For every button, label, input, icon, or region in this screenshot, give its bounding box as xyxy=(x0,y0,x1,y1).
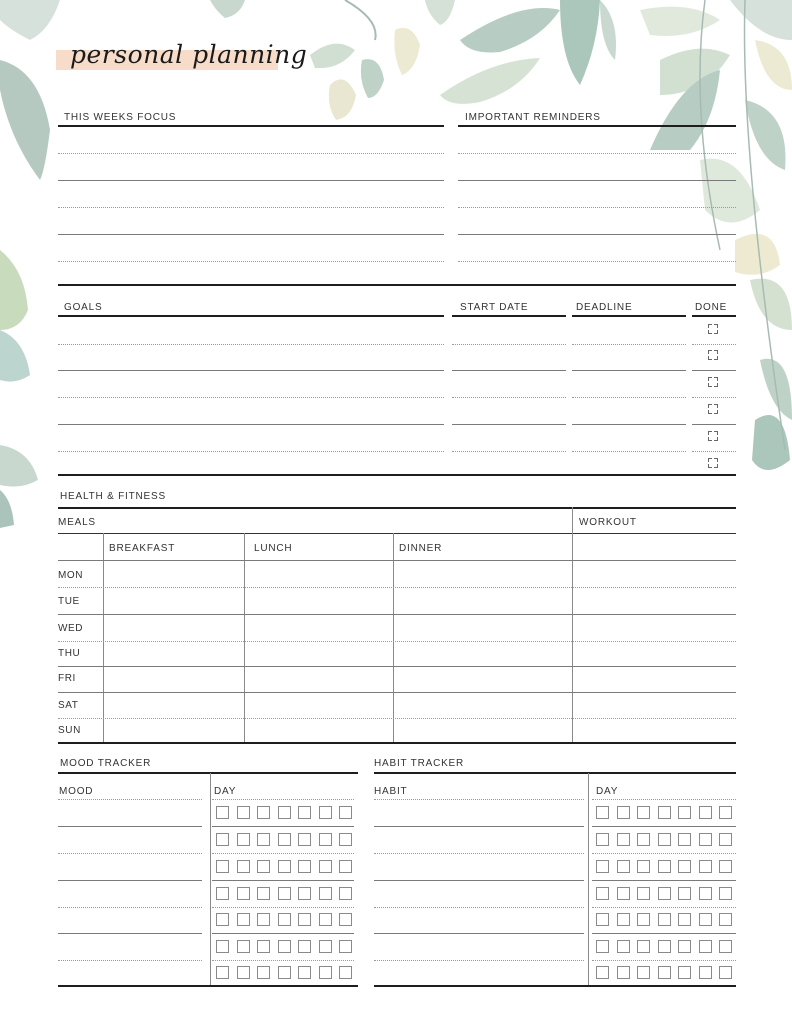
reminder-line[interactable] xyxy=(458,153,736,154)
habit-day-checkbox[interactable] xyxy=(637,966,650,979)
meals-heading: MEALS xyxy=(58,517,96,528)
habit-day-checkbox[interactable] xyxy=(719,833,732,846)
habit-day-checkbox[interactable] xyxy=(658,887,671,900)
habit-rule-bottom xyxy=(374,985,736,987)
habit-day-line xyxy=(592,880,736,881)
done-checkbox[interactable] xyxy=(708,404,718,414)
habit-day-checkbox[interactable] xyxy=(596,940,609,953)
mood-rule-top xyxy=(58,772,358,774)
done-rule-top xyxy=(692,315,736,317)
mood-day-checkbox[interactable] xyxy=(298,806,311,819)
mood-day-checkbox[interactable] xyxy=(339,966,352,979)
mood-day-checkbox[interactable] xyxy=(298,913,311,926)
deadline-line[interactable] xyxy=(572,344,686,345)
mood-day-checkbox[interactable] xyxy=(257,966,270,979)
focus-heading: THIS WEEKS FOCUS xyxy=(64,112,177,123)
habit-day-checkbox[interactable] xyxy=(678,833,691,846)
mood-day-checkbox[interactable] xyxy=(216,940,229,953)
habit-line[interactable] xyxy=(374,880,584,881)
health-heading: HEALTH & FITNESS xyxy=(60,491,166,502)
goals-heading: GOALS xyxy=(64,302,103,313)
day-label-mon: MON xyxy=(58,570,84,581)
deadline-line[interactable] xyxy=(572,370,686,371)
habit-day-checkbox[interactable] xyxy=(719,966,732,979)
mood-day-line xyxy=(212,907,354,908)
start-date-heading: START DATE xyxy=(460,302,529,313)
mood-day-checkbox[interactable] xyxy=(257,940,270,953)
habit-day-checkbox[interactable] xyxy=(678,913,691,926)
mood-rule-bottom xyxy=(58,985,358,987)
deadline-rule-top xyxy=(572,315,686,317)
meal-row-line xyxy=(58,718,736,719)
reminder-line[interactable] xyxy=(458,207,736,208)
goal-line[interactable] xyxy=(58,424,444,425)
habit-day-checkbox[interactable] xyxy=(617,887,630,900)
habit-tracker-heading: HABIT TRACKER xyxy=(374,758,465,769)
mood-day-checkbox[interactable] xyxy=(216,887,229,900)
habit-day-line xyxy=(592,960,736,961)
done-line xyxy=(692,451,736,452)
mood-line[interactable] xyxy=(58,799,202,800)
focus-line[interactable] xyxy=(58,153,444,154)
mood-day-line xyxy=(212,853,354,854)
lunch-heading: LUNCH xyxy=(254,543,293,554)
start-date-line[interactable] xyxy=(452,344,566,345)
habit-day-checkbox[interactable] xyxy=(596,966,609,979)
done-checkbox[interactable] xyxy=(708,350,718,360)
habit-day-checkbox[interactable] xyxy=(719,860,732,873)
mood-day-checkbox[interactable] xyxy=(278,913,291,926)
health-rule-top xyxy=(58,507,736,509)
day-label-sun: SUN xyxy=(58,725,81,736)
habit-day-checkbox[interactable] xyxy=(678,940,691,953)
habit-day-checkbox[interactable] xyxy=(719,887,732,900)
habit-day-checkbox[interactable] xyxy=(678,806,691,819)
habit-day-checkbox[interactable] xyxy=(637,860,650,873)
mood-day-checkbox[interactable] xyxy=(319,860,332,873)
habit-day-checkbox[interactable] xyxy=(678,887,691,900)
health-rule xyxy=(58,533,736,534)
done-line xyxy=(692,424,736,425)
habit-day-checkbox[interactable] xyxy=(658,833,671,846)
done-checkbox[interactable] xyxy=(708,431,718,441)
done-line xyxy=(692,370,736,371)
mood-day-checkbox[interactable] xyxy=(339,860,352,873)
habit-day-checkbox[interactable] xyxy=(699,887,712,900)
mood-day-checkbox[interactable] xyxy=(339,940,352,953)
mood-line[interactable] xyxy=(58,853,202,854)
goal-line[interactable] xyxy=(58,397,444,398)
mood-day-checkbox[interactable] xyxy=(257,887,270,900)
habit-day-checkbox[interactable] xyxy=(617,966,630,979)
page-title: personal planning xyxy=(70,40,308,69)
mood-day-checkbox[interactable] xyxy=(298,966,311,979)
mood-day-checkbox[interactable] xyxy=(319,806,332,819)
mood-line[interactable] xyxy=(58,960,202,961)
day-label-wed: WED xyxy=(58,623,84,634)
mood-day-checkbox[interactable] xyxy=(216,833,229,846)
mood-line[interactable] xyxy=(58,826,202,827)
mood-day-checkbox[interactable] xyxy=(257,806,270,819)
done-checkbox[interactable] xyxy=(708,458,718,468)
title-block xyxy=(56,40,308,86)
deadline-line[interactable] xyxy=(572,424,686,425)
mood-day-checkbox[interactable] xyxy=(278,940,291,953)
habit-day-checkbox[interactable] xyxy=(699,966,712,979)
habit-day-checkbox[interactable] xyxy=(719,940,732,953)
workout-col-divider xyxy=(572,507,573,742)
mood-day-checkbox[interactable] xyxy=(257,913,270,926)
done-heading: DONE xyxy=(695,302,728,313)
mood-day-checkbox[interactable] xyxy=(339,806,352,819)
start-date-line[interactable] xyxy=(452,424,566,425)
day-label-fri: FRI xyxy=(58,673,76,684)
reminder-line[interactable] xyxy=(458,234,736,235)
habit-day-checkbox[interactable] xyxy=(617,913,630,926)
habit-day-line xyxy=(592,907,736,908)
mood-day-checkbox[interactable] xyxy=(216,860,229,873)
habit-day-line xyxy=(592,826,736,827)
habit-line[interactable] xyxy=(374,799,584,800)
focus-line[interactable] xyxy=(58,234,444,235)
habit-line[interactable] xyxy=(374,933,584,934)
mood-day-checkbox[interactable] xyxy=(216,913,229,926)
meal-row-line xyxy=(58,587,736,588)
goal-line[interactable] xyxy=(58,451,444,452)
day-label-sat: SAT xyxy=(58,700,79,711)
mood-day-checkbox[interactable] xyxy=(237,966,250,979)
reminders-rule-top xyxy=(458,125,736,127)
habit-day-checkbox[interactable] xyxy=(719,806,732,819)
mood-tracker-heading: MOOD TRACKER xyxy=(60,758,152,769)
done-line xyxy=(692,344,736,345)
start-date-line[interactable] xyxy=(452,397,566,398)
workout-heading: WORKOUT xyxy=(579,517,637,528)
mood-day-checkbox[interactable] xyxy=(278,806,291,819)
habit-day-checkbox[interactable] xyxy=(658,806,671,819)
habit-day-checkbox[interactable] xyxy=(719,913,732,926)
habit-day-checkbox[interactable] xyxy=(699,940,712,953)
mood-day-checkbox[interactable] xyxy=(339,833,352,846)
habit-day-checkbox[interactable] xyxy=(699,860,712,873)
habit-day-checkbox[interactable] xyxy=(637,806,650,819)
habit-line[interactable] xyxy=(374,907,584,908)
start-rule-top xyxy=(452,315,566,317)
section-divider xyxy=(58,742,736,744)
meal-row-line xyxy=(58,666,736,667)
mood-day-checkbox[interactable] xyxy=(319,833,332,846)
meal-col-divider xyxy=(103,533,104,742)
dinner-heading: DINNER xyxy=(399,543,443,554)
mood-day-line xyxy=(212,799,354,800)
habit-day-checkbox[interactable] xyxy=(637,913,650,926)
mood-day-checkbox[interactable] xyxy=(339,913,352,926)
mood-day-checkbox[interactable] xyxy=(237,860,250,873)
habit-day-checkbox[interactable] xyxy=(658,966,671,979)
reminder-line[interactable] xyxy=(458,180,736,181)
reminders-heading: IMPORTANT REMINDERS xyxy=(465,112,601,123)
focus-rule-top xyxy=(58,125,444,127)
mood-day-checkbox[interactable] xyxy=(278,966,291,979)
mood-day-checkbox[interactable] xyxy=(216,966,229,979)
mood-day-line xyxy=(212,826,354,827)
mood-day-checkbox[interactable] xyxy=(237,913,250,926)
mood-col-divider xyxy=(210,773,211,985)
start-date-line[interactable] xyxy=(452,370,566,371)
habit-day-checkbox[interactable] xyxy=(596,806,609,819)
habit-line[interactable] xyxy=(374,826,584,827)
habit-day-checkbox[interactable] xyxy=(596,860,609,873)
mood-line[interactable] xyxy=(58,880,202,881)
habit-day-checkbox[interactable] xyxy=(617,833,630,846)
habit-line[interactable] xyxy=(374,960,584,961)
section-divider xyxy=(58,474,736,476)
done-checkbox[interactable] xyxy=(708,324,718,334)
mood-day-line xyxy=(212,960,354,961)
mood-day-checkbox[interactable] xyxy=(319,966,332,979)
mood-day-checkbox[interactable] xyxy=(278,887,291,900)
deadline-line[interactable] xyxy=(572,451,686,452)
habit-day-checkbox[interactable] xyxy=(596,833,609,846)
habit-day-heading: DAY xyxy=(596,786,619,797)
mood-column-heading: MOOD xyxy=(59,786,94,797)
breakfast-heading: BREAKFAST xyxy=(109,543,176,554)
habit-rule-top xyxy=(374,772,736,774)
mood-day-checkbox[interactable] xyxy=(319,913,332,926)
habit-day-line xyxy=(592,853,736,854)
done-line xyxy=(692,397,736,398)
habit-day-checkbox[interactable] xyxy=(617,940,630,953)
meal-row-line xyxy=(58,641,736,642)
mood-line[interactable] xyxy=(58,907,202,908)
habit-column-heading: HABIT xyxy=(374,786,408,797)
habit-day-checkbox[interactable] xyxy=(699,913,712,926)
goal-line[interactable] xyxy=(58,344,444,345)
reminder-line[interactable] xyxy=(458,261,736,262)
section-divider xyxy=(58,284,736,286)
mood-day-checkbox[interactable] xyxy=(278,833,291,846)
mood-day-checkbox[interactable] xyxy=(278,860,291,873)
day-label-tue: TUE xyxy=(58,596,80,607)
mood-day-checkbox[interactable] xyxy=(237,833,250,846)
habit-day-checkbox[interactable] xyxy=(658,940,671,953)
mood-day-checkbox[interactable] xyxy=(298,940,311,953)
habit-day-checkbox[interactable] xyxy=(658,913,671,926)
mood-day-checkbox[interactable] xyxy=(216,806,229,819)
done-checkbox[interactable] xyxy=(708,377,718,387)
mood-day-heading: DAY xyxy=(214,786,237,797)
habit-line[interactable] xyxy=(374,853,584,854)
habit-day-line xyxy=(592,799,736,800)
meal-col-divider xyxy=(244,533,245,742)
mood-day-checkbox[interactable] xyxy=(339,887,352,900)
goals-rule-top xyxy=(58,315,444,317)
habit-day-line xyxy=(592,933,736,934)
habit-day-checkbox[interactable] xyxy=(678,966,691,979)
habit-day-checkbox[interactable] xyxy=(637,833,650,846)
meal-col-divider xyxy=(393,533,394,742)
habit-day-checkbox[interactable] xyxy=(699,833,712,846)
habit-day-checkbox[interactable] xyxy=(617,860,630,873)
mood-line[interactable] xyxy=(58,933,202,934)
mood-day-checkbox[interactable] xyxy=(237,940,250,953)
meal-row-line xyxy=(58,692,736,693)
mood-day-checkbox[interactable] xyxy=(237,887,250,900)
mood-day-checkbox[interactable] xyxy=(319,940,332,953)
mood-day-checkbox[interactable] xyxy=(319,887,332,900)
meal-row-line xyxy=(58,560,736,561)
habit-col-divider xyxy=(588,773,589,985)
habit-day-checkbox[interactable] xyxy=(658,860,671,873)
habit-day-checkbox[interactable] xyxy=(617,806,630,819)
mood-day-checkbox[interactable] xyxy=(257,860,270,873)
mood-day-checkbox[interactable] xyxy=(298,860,311,873)
focus-line[interactable] xyxy=(58,261,444,262)
mood-day-line xyxy=(212,880,354,881)
habit-day-checkbox[interactable] xyxy=(699,806,712,819)
habit-day-checkbox[interactable] xyxy=(596,887,609,900)
deadline-heading: DEADLINE xyxy=(576,302,633,313)
goal-line[interactable] xyxy=(58,370,444,371)
mood-day-checkbox[interactable] xyxy=(237,806,250,819)
focus-line[interactable] xyxy=(58,207,444,208)
habit-day-checkbox[interactable] xyxy=(678,860,691,873)
meal-row-line xyxy=(58,614,736,615)
mood-day-line xyxy=(212,933,354,934)
mood-day-checkbox[interactable] xyxy=(298,833,311,846)
habit-day-checkbox[interactable] xyxy=(596,913,609,926)
habit-day-checkbox[interactable] xyxy=(637,940,650,953)
day-label-thu: THU xyxy=(58,648,81,659)
mood-day-checkbox[interactable] xyxy=(298,887,311,900)
deadline-line[interactable] xyxy=(572,397,686,398)
mood-day-checkbox[interactable] xyxy=(257,833,270,846)
focus-line[interactable] xyxy=(58,180,444,181)
start-date-line[interactable] xyxy=(452,451,566,452)
habit-day-checkbox[interactable] xyxy=(637,887,650,900)
